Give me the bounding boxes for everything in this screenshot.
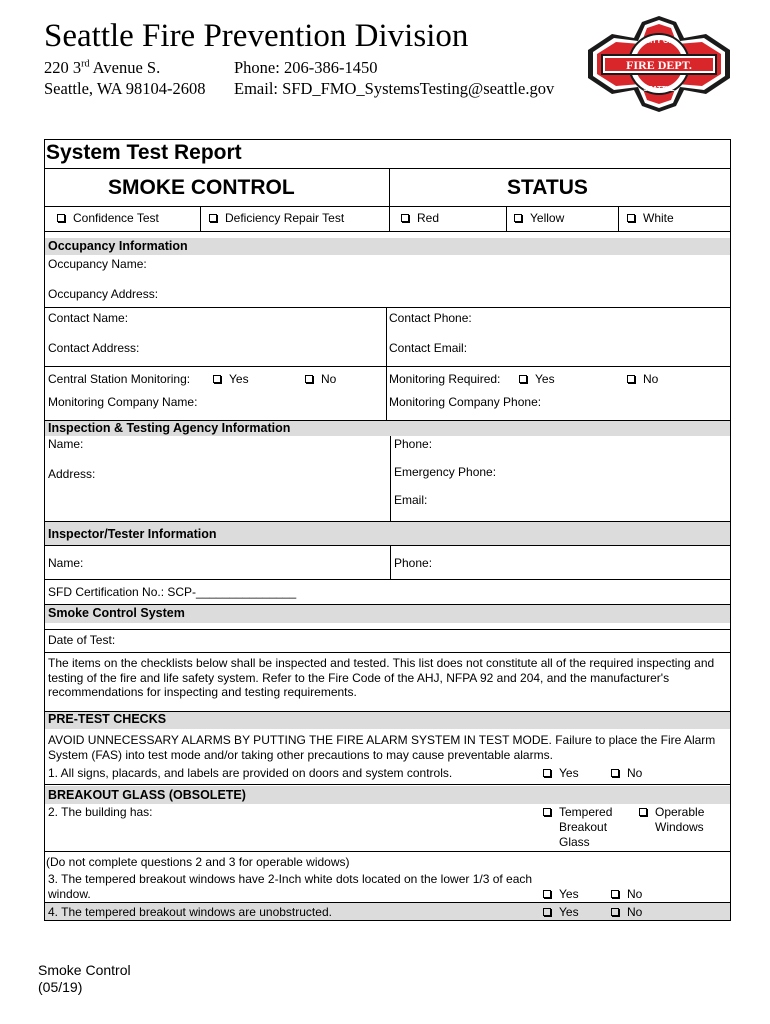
street-name: Avenue S. xyxy=(89,58,161,77)
agency-name-field[interactable]: Name: xyxy=(48,437,84,451)
pretest-warning-text: AVOID UNNECESSARY ALARMS BY PUTTING THE FIRE ALARM SYSTEM IN TEST MODE. Failure to place the Fire Alarm System (FAS) into test mode and/or taking other precautions to may cause preventable alarms. xyxy=(48,733,716,762)
checkbox-icon xyxy=(543,769,551,777)
item2-text: 2. The building has: xyxy=(48,805,153,819)
checkbox-icon xyxy=(519,375,527,383)
section-status: STATUS xyxy=(507,176,588,199)
fire-dept-logo xyxy=(586,14,732,114)
central-station-label: Central Station Monitoring: xyxy=(48,372,191,386)
system-intro-text: The items on the checklists below shall be inspected and tested. This list does not constitute all of the required inspecting and testing of the fire and life safety system. Refer to the Fire Code of the AHJ, NFPA 92 and 204, and the manufacturer's recommendations for inspecting and testing requirements. xyxy=(48,656,715,699)
checkbox-icon xyxy=(209,214,217,222)
status-white-label: White xyxy=(643,211,674,225)
footer-revision-date: (05/19) xyxy=(38,979,83,995)
contact-email-field[interactable]: Contact Email: xyxy=(389,341,468,355)
footer xyxy=(38,962,131,996)
section-smoke-control: SMOKE CONTROL xyxy=(108,176,295,199)
item4-no-checkbox[interactable]: No xyxy=(611,905,642,919)
status-red-checkbox[interactable] xyxy=(401,211,439,225)
logo-bottom-text: SEATTLE xyxy=(643,86,675,93)
confidence-test-label: Confidence Test xyxy=(73,211,159,225)
monitoring-required-yes-checkbox[interactable]: Yes xyxy=(519,372,555,386)
item1-text: 1. All signs, placards, and labels are provided on doors and system controls. xyxy=(48,766,453,780)
checkbox-icon xyxy=(401,214,409,222)
pretest-heading: PRE-TEST CHECKS xyxy=(48,712,167,726)
breakout-heading: BREAKOUT GLASS (OBSOLETE) xyxy=(48,788,246,802)
checkbox-icon xyxy=(639,808,647,816)
item4-text: 4. The tempered breakout windows are unobstructed. xyxy=(48,905,332,919)
checkbox-icon xyxy=(57,214,65,222)
agency-heading: Inspection & Testing Agency Information xyxy=(48,421,291,435)
city-line: Seattle, WA 98104-2608 xyxy=(44,79,206,98)
date-of-test-field[interactable]: Date of Test: xyxy=(48,633,116,647)
deficiency-repair-label: Deficiency Repair Test xyxy=(225,211,345,225)
checkbox-icon xyxy=(543,890,551,898)
logo-middle-text: FIRE DEPT. xyxy=(626,58,692,72)
agency-emergency-phone-field[interactable]: Emergency Phone: xyxy=(394,465,497,479)
street-suffix-sup: rd xyxy=(81,58,90,70)
street-number: 220 3 xyxy=(44,58,82,77)
operable-windows-checkbox[interactable]: Operable Windows xyxy=(639,805,715,835)
occupancy-name-field[interactable]: Occupancy Name: xyxy=(48,257,147,271)
agency-phone-field[interactable]: Phone: xyxy=(394,437,433,451)
status-yellow-label: Yellow xyxy=(530,211,565,225)
header-email: Email: SFD_FMO_SystemsTesting@seattle.gov xyxy=(234,79,555,98)
item3-yes-checkbox[interactable]: Yes xyxy=(543,887,579,901)
street-address xyxy=(44,58,160,78)
checkbox-icon xyxy=(514,214,522,222)
item1-yes-checkbox[interactable]: Yes xyxy=(543,766,579,780)
checkbox-icon xyxy=(627,214,635,222)
header-phone: Phone: 206-386-1450 xyxy=(234,58,378,77)
contact-name-field[interactable]: Contact Name: xyxy=(48,311,129,325)
org-title: Seattle Fire Prevention Division xyxy=(44,18,469,54)
status-white-checkbox[interactable] xyxy=(627,211,674,225)
occupancy-address-field[interactable]: Occupancy Address: xyxy=(48,287,159,301)
monitoring-required-no-checkbox[interactable]: No xyxy=(627,372,658,386)
certification-number-field[interactable]: SFD Certification No.: SCP-_______________ xyxy=(48,585,297,599)
checkbox-icon xyxy=(611,769,619,777)
agency-email-field[interactable]: Email: xyxy=(394,493,428,507)
footer-form-name: Smoke Control xyxy=(38,962,131,978)
checkbox-icon xyxy=(611,908,619,916)
occupancy-heading: Occupancy Information xyxy=(48,239,188,253)
deficiency-repair-checkbox[interactable] xyxy=(209,211,344,225)
contact-address-field[interactable]: Contact Address: xyxy=(48,341,140,355)
system-heading: Smoke Control System xyxy=(48,606,185,620)
checkbox-icon xyxy=(213,375,221,383)
monitoring-company-phone-field[interactable]: Monitoring Company Phone: xyxy=(389,395,542,409)
checkbox-icon xyxy=(543,808,551,816)
inspector-phone-field[interactable]: Phone: xyxy=(394,556,433,570)
contact-phone-field[interactable]: Contact Phone: xyxy=(389,311,472,325)
checkbox-icon xyxy=(627,375,635,383)
tempered-glass-checkbox[interactable]: Tempered Breakout Glass xyxy=(543,805,621,850)
item1-no-checkbox[interactable]: No xyxy=(611,766,642,780)
status-yellow-checkbox[interactable] xyxy=(514,211,564,225)
checkbox-icon xyxy=(611,890,619,898)
breakout-note: (Do not complete questions 2 and 3 for operable widows) xyxy=(46,855,350,869)
central-station-yes-checkbox[interactable]: Yes xyxy=(213,372,249,386)
inspector-name-field[interactable]: Name: xyxy=(48,556,84,570)
status-red-label: Red xyxy=(417,211,440,225)
agency-address-field[interactable]: Address: xyxy=(48,467,96,481)
checkbox-icon xyxy=(305,375,313,383)
monitoring-company-name-field[interactable]: Monitoring Company Name: xyxy=(48,395,198,409)
checkbox-icon xyxy=(543,908,551,916)
confidence-test-checkbox[interactable] xyxy=(57,211,159,225)
item3-text: 3. The tempered breakout windows have 2-Inch white dots located on the lower 1/3 of each window. xyxy=(48,872,533,901)
monitoring-required-label: Monitoring Required: xyxy=(389,372,501,386)
item4-yes-checkbox[interactable]: Yes xyxy=(543,905,579,919)
logo-top-text: CITY OF xyxy=(645,38,673,45)
form-title: System Test Report xyxy=(46,141,242,164)
central-station-no-checkbox[interactable]: No xyxy=(305,372,336,386)
inspector-heading: Inspector/Tester Information xyxy=(48,527,217,541)
item3-no-checkbox[interactable]: No xyxy=(611,887,642,901)
